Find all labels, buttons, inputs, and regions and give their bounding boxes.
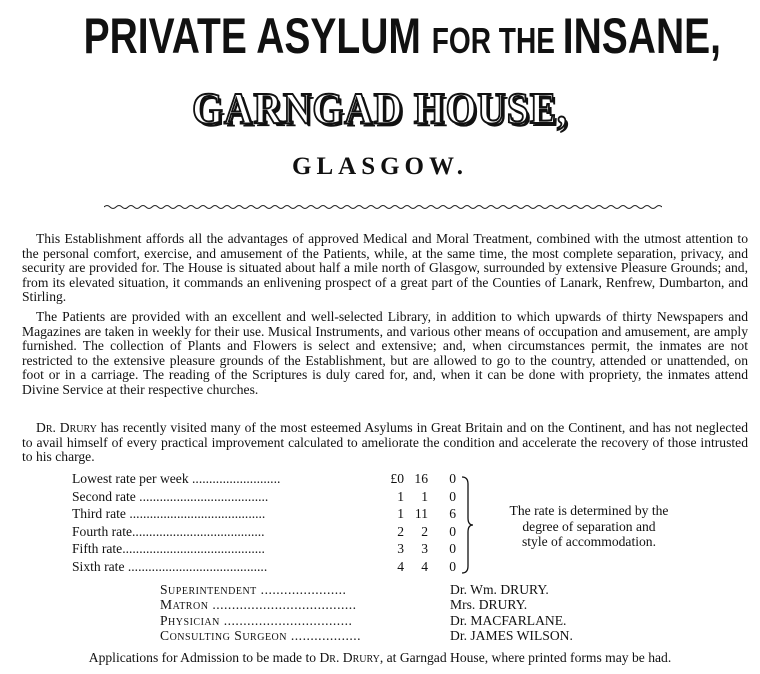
rate-label: Fourth rate....................................... — [72, 523, 265, 539]
staff-role: Matron ..................................... — [160, 597, 357, 613]
rate-shillings: 2 — [421, 523, 428, 539]
rate-note-line: style of accommodation. — [521, 534, 656, 550]
rate-row — [72, 470, 472, 488]
rate-pounds: 4 — [397, 558, 404, 574]
footer-applications — [0, 650, 760, 666]
rate-pence: 0 — [449, 471, 456, 486]
rate-shillings: 1 — [421, 488, 428, 504]
staff-row — [160, 597, 660, 612]
rate-pounds: 2 — [397, 523, 404, 539]
rate-label: Second rate ...................................... — [72, 488, 269, 504]
rate-row — [72, 540, 472, 558]
staff-name: Dr. MACFARLANE. — [450, 612, 567, 628]
rate-shillings: 3 — [421, 541, 428, 557]
staff-role: Superintendent ...................... — [160, 582, 347, 597]
staff-row — [160, 582, 660, 597]
staff-role: Consulting Surgeon .................. — [160, 628, 362, 644]
rate-row — [72, 523, 472, 541]
right-brace-icon — [460, 476, 474, 574]
rate-pounds: 1 — [397, 506, 404, 522]
staff-name: Mrs. DRURY. — [450, 597, 528, 613]
rate-label: Sixth rate ......................................... — [72, 558, 268, 574]
rate-note-line: The rate is determined by the — [509, 503, 669, 518]
staff-row — [160, 628, 660, 643]
rate-pence: 0 — [449, 558, 456, 574]
rate-label: Third rate ........................................ — [72, 506, 266, 522]
staff-name: Dr. Wm. DRURY. — [450, 582, 549, 597]
headline-garngad-house: GARNGAD HOUSE, — [192, 84, 568, 133]
footer-text-1: Applications for Admission to be made to — [88, 650, 320, 665]
headline-part-1: PRIVATE ASYLUM — [83, 8, 432, 64]
paragraph-establishment: This Establishment affords all the advantages of approved Medical and Moral Treatment, combined with the utmost attention to the personal comfort, exercise, and amusement of the Patients, while, at the same time, the most complete separation, privacy, and security are provided for. The House is situated about half a mile north of Glasgow, surrounded by extensive Pleasure Grounds; and, from its elevated situation, it commands an enlivening prospect of a great part of the Counties of Lanark, Renfrew, Dumbarton, and Stirling. — [22, 231, 748, 305]
staff-role: Physician ................................. — [160, 612, 353, 628]
rates-table — [72, 470, 472, 576]
headline-glasgow: GLASGOW. — [292, 153, 468, 180]
staff-list — [160, 582, 660, 644]
staff-row — [160, 613, 660, 628]
rate-shillings: 16 — [414, 471, 428, 486]
rate-pounds: 3 — [397, 541, 404, 557]
rate-pence: 0 — [449, 488, 456, 504]
rate-shillings: 4 — [421, 558, 428, 574]
headline-part-3: INSANE, — [562, 8, 721, 64]
rate-label: Lowest rate per week .......................... — [72, 471, 281, 486]
footer-text-2: , at Garngad House, where printed forms may be had. — [379, 650, 672, 665]
rate-row — [72, 505, 472, 523]
decorative-wavy-rule — [104, 204, 662, 210]
rate-label: Fifth rate.......................................... — [72, 541, 265, 557]
headline-private-asylum — [83, 8, 721, 69]
rate-pence: 6 — [449, 506, 456, 522]
rate-pence: 0 — [449, 523, 456, 539]
rate-pounds: £0 — [390, 471, 404, 486]
rate-row — [72, 558, 472, 576]
dr-drury-name: Dr. Drury — [36, 420, 97, 435]
headline-part-2: FOR THE — [431, 20, 563, 61]
rate-note-line: degree of separation and — [522, 518, 656, 534]
paragraph-dr-drury-text: has recently visited many of the most esteemed Asylums in Great Britain and on the Continent, and has not neglected to avail himself of every practical improvement calculated to ameliorate the condition and accelerate the recovery of those intrusted to his charge. — [22, 420, 748, 465]
staff-name: Dr. JAMES WILSON. — [450, 628, 573, 644]
rate-pence: 0 — [449, 541, 456, 557]
rate-note — [484, 503, 694, 550]
paragraph-library — [22, 310, 748, 398]
paragraph-library-text: The Patients are provided with an excellent and well-selected Library, in addition to which upwards of thirty Newspapers and Magazines are taken in weekly for their use. Musical Instruments, and various other means of occupation and amusement, are amply furnished. The collection of Plants and Flowers is select and extensive; and, when circumstances permit, the inmates are not restricted to the extensive pleasure grounds of the Establishment, but are allowed to go to the country, attended or unattended, on foot or in a carriage. The reading of the Scriptures is duly cared for, and, when it can be done with propriety, the inmates attend Divine Service at their respective churches. — [22, 309, 748, 397]
rate-pounds: 1 — [397, 488, 404, 504]
footer-dr-drury: Dr. Drury — [319, 650, 380, 665]
rate-row — [72, 488, 472, 506]
rate-shillings: 11 — [414, 506, 428, 522]
paragraph-dr-drury — [22, 421, 748, 465]
